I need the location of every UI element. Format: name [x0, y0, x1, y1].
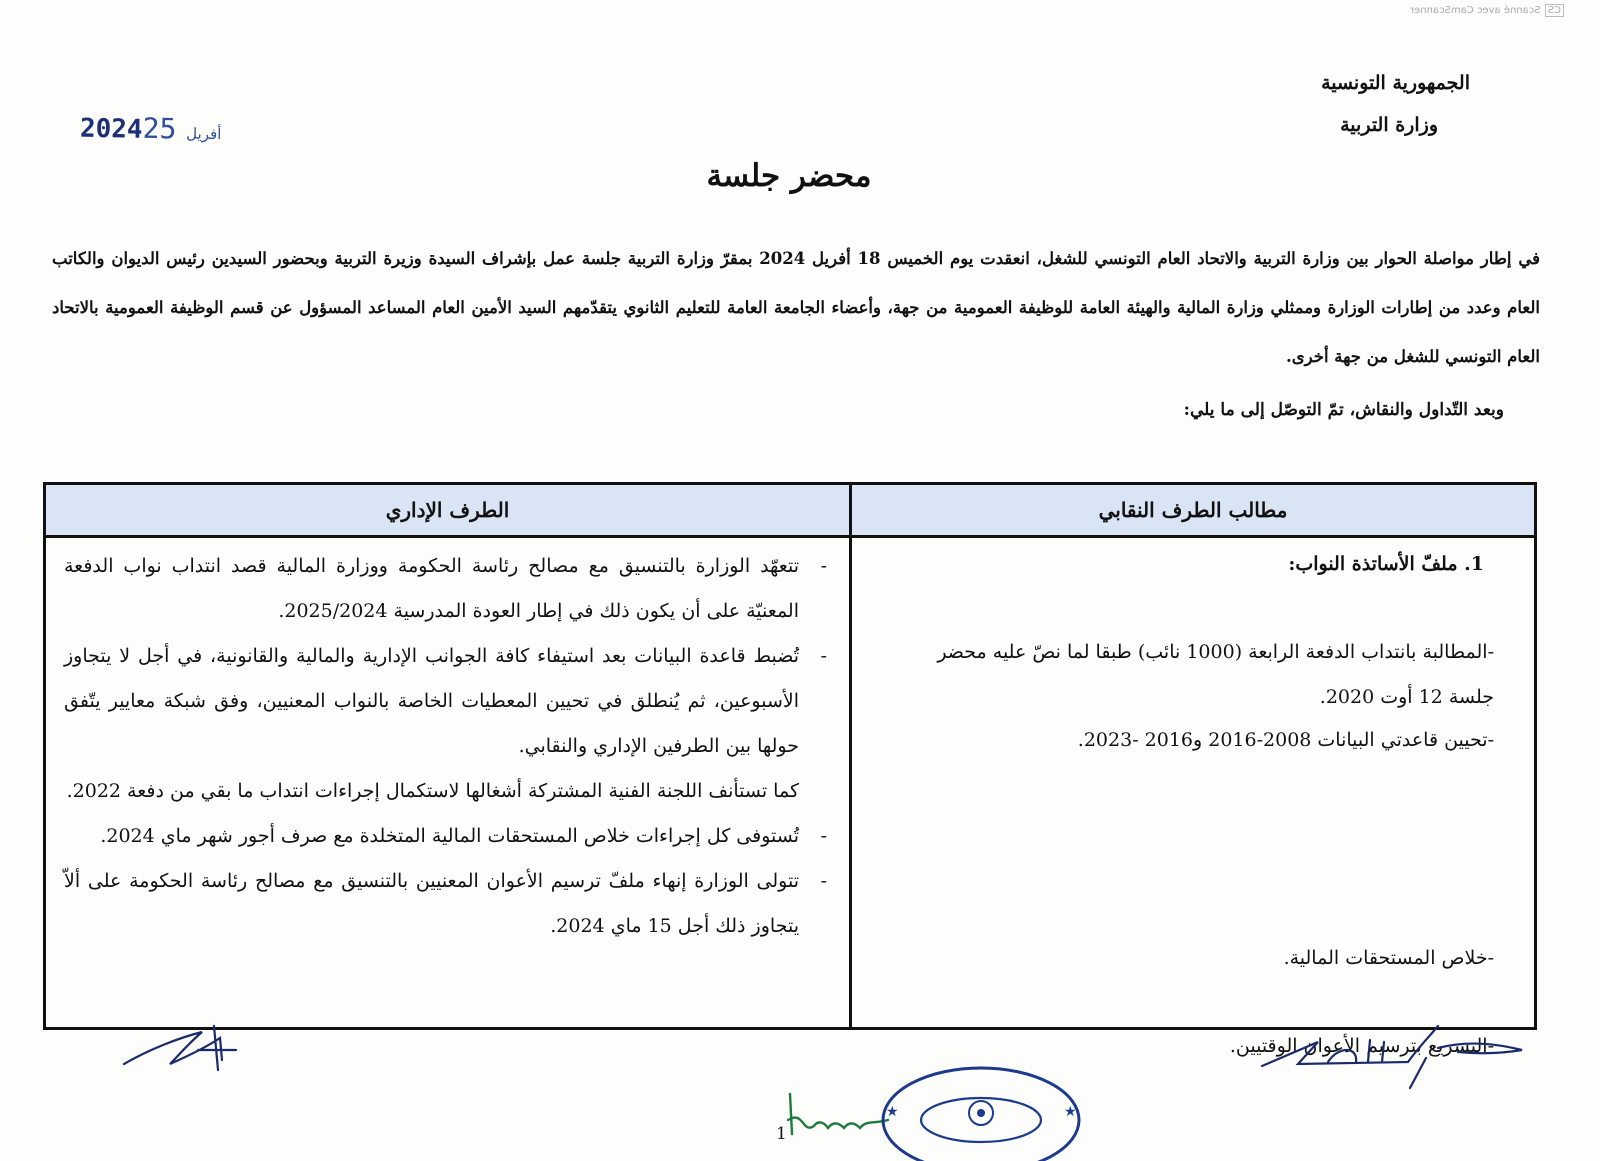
admin-response-text: تُضبط قاعدة البيانات بعد استيفاء كافة الجوانب الإدارية والمالية والقانونية، في أجل لا يتجاوز الأسبوعين، ثم يُنطلق في تحيين المعطيات الخاصة بالنواب المعنيين، وفق شبكة معايير يتّفق حولها بين الطرفين الإداري والنقابي. [64, 645, 799, 757]
admin-response-text: كما تستأنف اللجنة الفنية المشتركة أشغالها لاستكمال إجراءات انتداب ما بقي من دفعة 2022. [66, 780, 799, 802]
signature-left [118, 1020, 258, 1080]
admin-response-item [64, 544, 827, 634]
union-demand-item: -التسريع بترسيم الأعوان الوقتيين. [1229, 1035, 1494, 1057]
union-demands-cell [851, 537, 1536, 1057]
letterhead [1321, 62, 1470, 146]
signature-right [1258, 1018, 1528, 1098]
scanner-watermark [1410, 4, 1564, 17]
file-title: 1. ملفّ الأساتذة النواب: [1288, 553, 1484, 575]
admin-response-item [64, 814, 827, 859]
union-seal [876, 1058, 1086, 1161]
scanner-badge: CS [1545, 4, 1564, 17]
union-demand-item: -المطالبة بانتداب الدفعة الرابعة (1000 نائب) طبقا لما نصّ عليه محضر جلسة 12 أوت 2020. [937, 641, 1494, 708]
admin-response-item [64, 634, 827, 769]
seal-star-icon: ★ [886, 1104, 899, 1120]
admin-response-text: تتولى الوزارة إنهاء ملفّ ترسيم الأعوان المعنيين بالتنسيق مع مصالح رئاسة الحكومة على ألاّ يتجاوز ذلك أجل 15 ماي 2024. [64, 870, 799, 937]
country-name: الجمهورية التونسية [1321, 72, 1470, 94]
union-demand-item: -تحيين قاعدتي البيانات 2008-2016 و2016 -2023. [1077, 729, 1494, 751]
list-dash: - [820, 555, 827, 577]
union-demand-item: -خلاص المستحقات المالية. [1283, 947, 1494, 969]
list-dash: - [820, 825, 827, 847]
header-union-demands: مطالب الطرف النقابي [851, 484, 1536, 537]
outcome-lead-in: وبعد التّداول والنقاش، تمّ التوصّل إلى ما يلي: [1183, 400, 1504, 420]
admin-response-text: تتعهّد الوزارة بالتنسيق مع مصالح رئاسة الحكومة ووزارة المالية قصد انتداب نواب الدفعة المعنيّة على أن يكون ذلك في إطار العودة المدرسية 2025/2024. [64, 555, 799, 622]
admin-response-item [64, 769, 827, 814]
date-stamp-month: أفريل [186, 124, 222, 144]
admin-response-text: تُستوفى كل إجراءات خلاص المستحقات المالية المتخلدة مع صرف أجور شهر ماي 2024. [100, 825, 799, 847]
intro-paragraph: في إطار مواصلة الحوار بين وزارة التربية والاتحاد العام التونسي للشغل، انعقدت يوم الخميس 18 أفريل 2024 بمقرّ وزارة التربية جلسة عمل بإشراف السيدة وزيرة التربية وبحضور السيدين رئيس الديوان والكاتب العام وعدد من إطارات الوزارة وممثلي وزارة المالية والهيئة العامة للوظيفة العمومية من جهة، وأعضاء الجامعة العامة للتعليم الثانوي يتقدّمهم السيد الأمين العام المساعد المسؤول عن قسم الوظيفة العمومية بالاتحاد العام التونسي للشغل من جهة أخرى. [52, 249, 1540, 366]
admin-responses-cell [45, 537, 851, 1029]
seal-star-icon: ★ [1064, 1104, 1077, 1120]
list-dash: - [820, 645, 827, 667]
page-number: 1 [776, 1124, 787, 1144]
admin-response-item [64, 859, 827, 949]
scanner-watermark-text: Scanné avec CamScanner [1410, 5, 1541, 16]
date-stamp [80, 111, 232, 147]
ministry-name: وزارة التربية [1340, 114, 1438, 136]
date-stamp-year: 2024 [79, 113, 143, 145]
page-title: محضر جلسة [706, 158, 872, 194]
minutes-table [43, 482, 1537, 1057]
list-dash: - [820, 870, 827, 892]
header-admin-side: الطرف الإداري [45, 484, 851, 537]
date-stamp-day: 25 [142, 111, 177, 146]
